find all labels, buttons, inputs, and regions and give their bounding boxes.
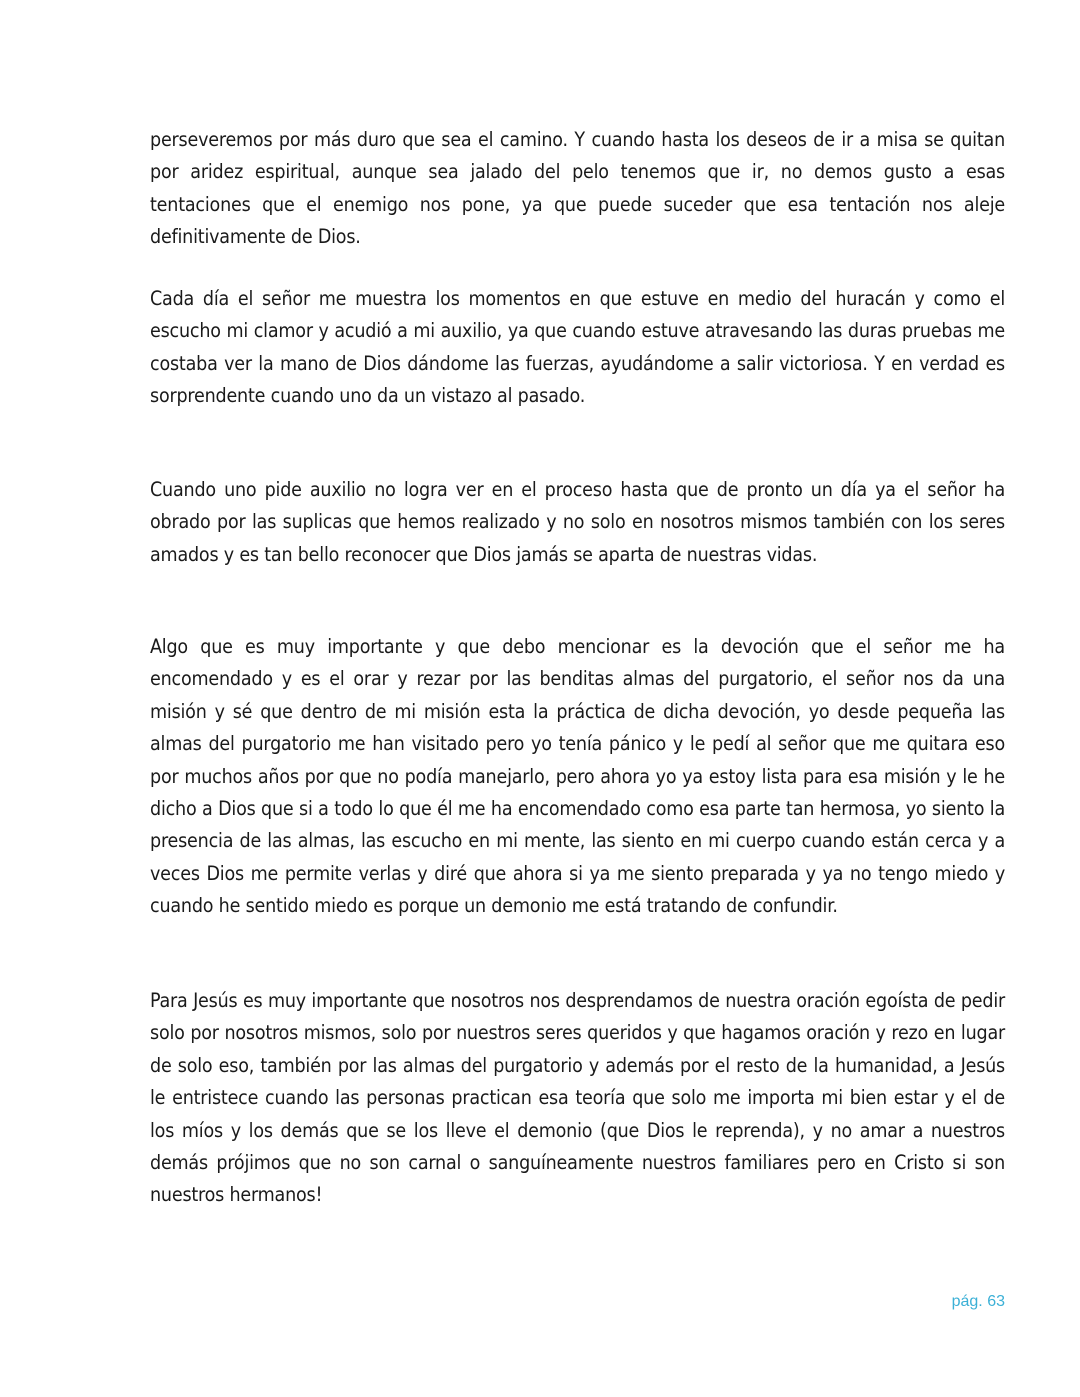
paragraph-3: Cuando uno pide auxilio no logra ver en el proceso hasta que de pronto un día ya el señor ha obrado por las suplicas que hemos realizado y no solo en nosotros mismos también con los seres amados y es tan bello reconocer que Dios jamás se aparta de nuestras vidas. xyxy=(150,478,1005,566)
paragraph-4: Algo que es muy importante y que debo mencionar es la devoción que el señor me ha encomendado y es el orar y rezar por las benditas almas del purgatorio, el señor nos da una misión y sé que dentro de mi misión esta la práctica de dicha devoción, yo desde pequeña las almas del purgatorio me han visitado pero yo tenía pánico y le pedí al señor que me quitara eso por muchos años por que no podía manejarlo, pero ahora yo ya estoy lista para esa misión y le he dicho a Dios que si a todo lo que él me ha encomendado como esa parte tan hermosa, yo siento la presencia de las almas, las escucho en mi mente, las siento en mi cuerpo cuando están cerca y a veces Dios me permite verlas y diré que ahora si ya me siento preparada y ya no tengo miedo y cuando he sentido miedo es porque un demonio me está tratando de confundir. xyxy=(150,635,1005,918)
paragraph-5: Para Jesús es muy importante que nosotros nos desprendamos de nuestra oración egoísta de pedir solo por nosotros mismos, solo por nuestros seres queridos y que hagamos oración y rezo en lugar de solo eso, también por las almas del purgatorio y además por el resto de la humanidad, a Jesús le entristece cuando las personas practican esa teoría que solo me importa mi bien estar y el de los míos y los demás que se los lleve el demonio (que Dios le reprenda), y no amar a nuestros demás prójimos que no son carnal o sanguíneamente nuestros familiares pero en Cristo si son nuestros hermanos! xyxy=(150,989,1005,1207)
paragraph-2: Cada día el señor me muestra los momentos en que estuve en medio del huracán y como el escucho mi clamor y acudió a mi auxilio, ya que cuando estuve atravesando las duras pruebas me costaba ver la mano de Dios dándome las fuerzas, ayudándome a salir victoriosa. Y en verdad es sorprendente cuando uno da un vistazo al pasado. xyxy=(150,287,1005,408)
page-number: pág. 63 xyxy=(951,1293,1005,1310)
paragraph-1: perseveremos por más duro que sea el camino. Y cuando hasta los deseos de ir a misa se quitan por aridez espiritual, aunque sea jalado del pelo tenemos que ir, no demos gusto a esas tentaciones que el enemigo nos pone, ya que puede suceder que esa tentación nos aleje definitivamente de Dios. xyxy=(150,128,1005,249)
